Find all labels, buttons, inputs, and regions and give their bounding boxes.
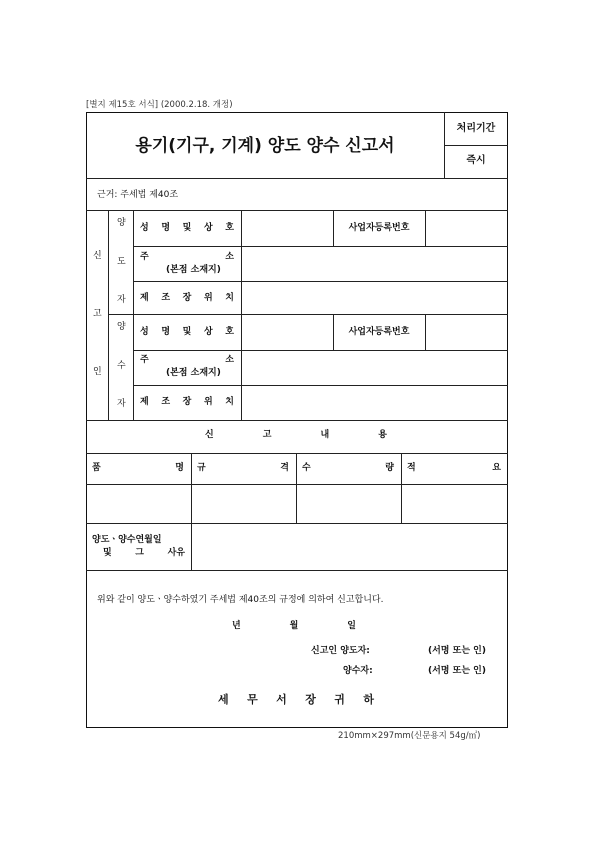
- column-header-remarks: 적 요: [407, 463, 501, 473]
- declaration-text: 위와 같이 양도ㆍ양수하였기 주세법 제40조의 규정에 의하여 신고합니다.: [97, 595, 384, 605]
- column-header-quantity: 수 량: [302, 463, 394, 473]
- reporter-char-1: 신: [93, 251, 102, 261]
- addressee: 세 무 서 장 귀 하: [218, 693, 374, 706]
- date-reason-label-line1: 양도ㆍ양수연월일: [92, 535, 162, 545]
- transferee-char-3: 자: [117, 399, 126, 409]
- reporter-char-2: 고: [93, 309, 102, 319]
- transferor-address-sub: (본점 소재지): [166, 265, 221, 275]
- transferee-address-label: 주 소: [140, 355, 234, 365]
- transferee-char-1: 양: [117, 322, 126, 332]
- transferee-name-label: 성 명 및 상 호: [140, 327, 234, 337]
- processing-period-label: 처리기간: [456, 123, 496, 134]
- content-section-title: 신 고 내 용: [205, 430, 387, 440]
- transferee-factory-label: 제 조 장 위 치: [140, 397, 234, 407]
- form-title: 용기(기구, 기계) 양도 양수 신고서: [135, 136, 395, 156]
- legal-basis: 근거: 주세법 제40조: [97, 190, 179, 200]
- transferor-char-1: 양: [117, 218, 126, 228]
- transferee-char-2: 수: [117, 361, 126, 371]
- column-header-spec: 규 격: [197, 463, 289, 473]
- transferor-name-label: 성 명 및 상 호: [140, 223, 234, 233]
- transferor-reg-label: 사업자등록번호: [348, 223, 410, 233]
- signer-transferee-sign: (서명 또는 인): [428, 666, 486, 676]
- paper-spec: 210mm×297mm(신문용지 54g/㎡): [338, 731, 481, 741]
- processing-period-value: 즉시: [466, 155, 486, 166]
- form-reference: [별지 제15호 서식] (2000.2.18. 개정): [86, 100, 233, 110]
- reporter-char-3: 인: [93, 367, 102, 377]
- signer-transferor-sign: (서명 또는 인): [428, 646, 486, 656]
- signer-transferor-label: 신고인 양도자:: [311, 646, 370, 656]
- signer-transferee-label: 양수자:: [343, 666, 373, 676]
- date-reason-label-line2: 및 그 사유: [103, 548, 185, 558]
- transferee-reg-label: 사업자등록번호: [348, 327, 410, 337]
- transferor-char-3: 자: [117, 295, 126, 305]
- date-line: 년 월 일: [232, 621, 356, 631]
- transferee-address-sub: (본점 소재지): [166, 368, 221, 378]
- column-header-item: 품 명: [92, 463, 184, 473]
- transferor-char-2: 도: [117, 257, 126, 267]
- transferor-address-label: 주 소: [140, 252, 234, 262]
- transferor-factory-label: 제 조 장 위 치: [140, 293, 234, 303]
